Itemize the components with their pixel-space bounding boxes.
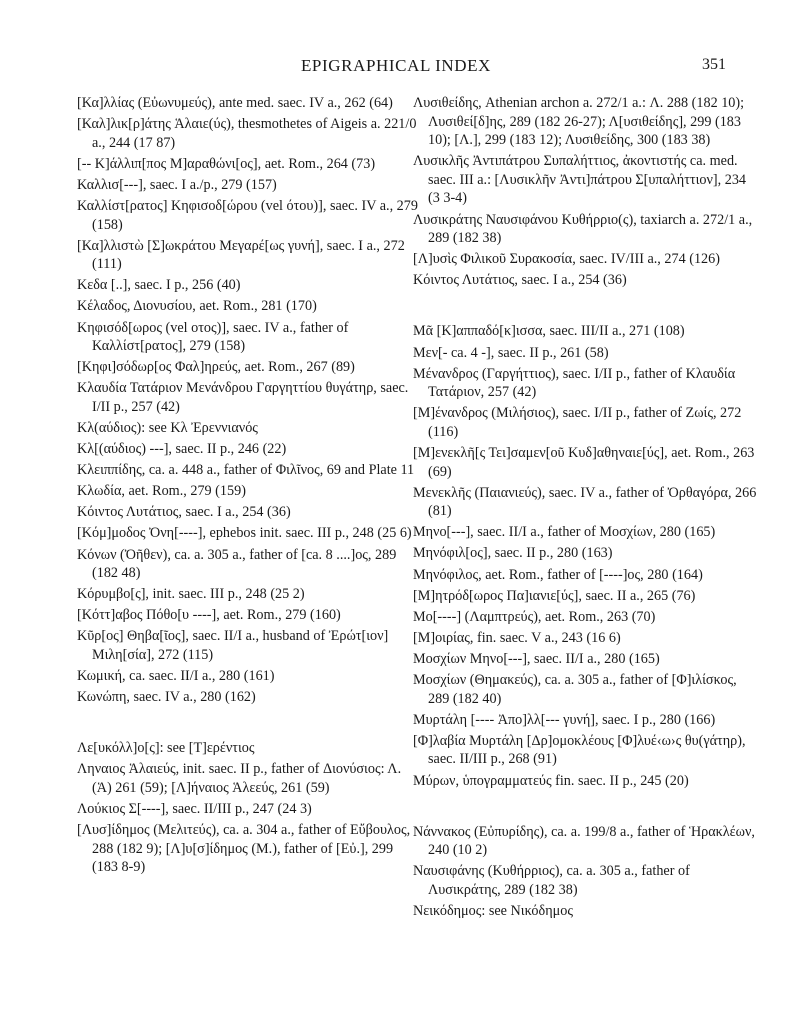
left-column [77, 94, 422, 879]
index-entry: Κέλαδος, Διονυσίου, aet. Rom., 281 (170) [77, 298, 317, 315]
index-entry: [Μ]ητρόδ[ωρος Πα]ιανιε[ύς], saec. II a., 265 (76) [413, 587, 696, 604]
index-entry: Μεν[- ca. 4 -], saec. II p., 261 (58) [413, 344, 609, 361]
index-entry: Κλ(αύδιος): see Κλ Ἐρεννιανός [77, 420, 258, 436]
index-entry: [-- Κ]άλλιπ[πος Μ]αραθώνι[ος], aet. Rom., 264 (73) [77, 155, 376, 172]
index-entry: Κηφισόδ[ωρος (vel οτος)], saec. IV a., father of Καλλίστ[ρατος], 279 (158) [77, 319, 349, 355]
index-entry: Νάννακος (Εὐπυρίδης), ca. a. 199/8 a., father of Ἡρακλέων, 240 (10 2) [413, 823, 755, 859]
index-entry: [Φ]λαβία Μυρτάλη [Δρ]ομοκλέους [Φ]λυέ‹ω›ς θυ(γάτηρ), saec. II/III p., 268 (91) [413, 732, 746, 768]
index-entry: Κλειππίδης, ca. a. 448 a., father of Φιλῖνος, 69 and Plate 11 [77, 462, 415, 479]
index-entry: Λούκιος Σ[----], saec. II/III p., 247 (24 3) [77, 801, 312, 818]
index-entry: Κόνων (Ὀῆθεν), ca. a. 305 a., father of [ca. 8 ....]ος, 289 (182 48) [77, 546, 397, 582]
index-entry: Κλωδία, aet. Rom., 279 (159) [77, 483, 246, 500]
index-entry: [Κα]λλίας (Εὐωνυμεύς), ante med. saec. IV a., 262 (64) [77, 95, 393, 111]
index-entry: Κωνώπη, saec. IV a., 280 (162) [77, 689, 256, 706]
index-entry: [Λυσ]ίδημος (Μελιτεύς), ca. a. 304 a., father of Εὔβουλος, 288 (182 9); [Λ]υ[σ]ίδημος (Μ.), father of [Εὐ.], 299 (183 8-9) [77, 822, 411, 876]
index-entry: Κόιντος Λυτάτιος, saec. I a., 254 (36) [77, 504, 291, 521]
index-entry: Κωμική, ca. saec. II/I a., 280 (161) [77, 668, 275, 685]
index-entry: [Καλ]λικ[ρ]άτης Ἁλαιε(ύς), thesmothetes of Aigeis a. 221/0 a., 244 (17 87) [77, 116, 417, 151]
index-entry: [Λ]υσὶς Φιλικοῦ Συρακοσία, saec. IV/III a., 274 (126) [413, 251, 720, 268]
index-entry: [Κα]λλιστὼ [Σ]ωκράτου Μεγαρέ[ως γυνή], saec. I a., 272 (111) [77, 237, 405, 273]
page-number: 351 [702, 56, 726, 73]
index-entry: Μο[----] (Λαμπτρεύς), aet. Rom., 263 (70) [413, 608, 656, 625]
section-gap [413, 793, 758, 823]
index-entry: Μηνόφιλος, aet. Rom., father of [----]ος, 280 (164) [413, 566, 703, 583]
index-entry: Μηνόφιλ[ος], saec. II p., 280 (163) [413, 545, 613, 562]
index-entry: Κλαυδία Τατάριον Μενάνδρου Γαργηττίου θυγάτηρ, saec. I/II p., 257 (42) [77, 380, 409, 415]
section-gap [413, 292, 758, 322]
index-entry: Λυσικράτης Ναυσιφάνου Κυθήρριο(ς), taxiarch a. 272/1 a., 289 (182 38) [413, 211, 753, 247]
index-entry: Λε[υκόλλ]ο[ς]: see [Τ]ερέντιος [77, 740, 255, 757]
section-gap [77, 709, 422, 739]
index-entry: Μενεκλῆς (Παιανιεύς), saec. IV a., father of Ὀρθαγόρα, 266 (81) [413, 484, 757, 520]
index-entry: Λυσιθείδης, Athenian archon a. 272/1 a.: Λ. 288 (182 10); Λυσιθεί[δ]ης, 289 (182 26-27); Λ[υσιθείδης], 299 (183 10); [Λ.], 299 (183 12); Λυσιθείδης, 300 (183 38) [413, 95, 745, 149]
index-entry: Κλ[(αύδιος) ---], saec. II p., 246 (22) [77, 441, 287, 458]
index-entry: Μοσχίων Μηνο[---], saec. II/I a., 280 (165) [413, 650, 660, 667]
index-entry: [Κηφι]σόδωρ[ος Φαλ]ηρεύς, aet. Rom., 267 (89) [77, 359, 355, 376]
index-entry: Μύρων, ὑπογραμματεύς fin. saec. II p., 245 (20) [413, 772, 689, 789]
index-entry: Κόρυμβο[ς], init. saec. III p., 248 (25 2) [77, 586, 305, 603]
index-entry: [Κόττ]αβος Πόθο[υ ----], aet. Rom., 279 (160) [77, 607, 341, 624]
index-entry: Καλλίστ[ρατος] Κηφισοδ[ώρου (vel ότου)], saec. IV a., 279 (158) [77, 197, 418, 233]
right-column [413, 94, 758, 923]
index-entry: Ναυσιφάνης (Κυθήρριος), ca. a. 305 a., father of Λυσικράτης, 289 (182 38) [413, 863, 690, 898]
index-entry: Λυσικλῆς Ἀντιπάτρου Συπαλήττιος, ἀκοντιστής ca. med. saec. III a.: [Λυσικλῆν Ἀντι]πάτρου Σ[υπαλήττιον], 234 (3 3-4) [413, 153, 747, 207]
index-entry: Ληναιος Ἁλαιεύς, init. saec. II p., father of Διονύσιος: Λ. (Ἁ) 261 (59); [Λ]ήναιος Ἁλεεύς, 261 (59) [77, 761, 402, 796]
index-entry: Μοσχίων (Θημακεύς), ca. a. 305 a., father of [Φ]ιλίσκος, 289 (182 40) [413, 672, 737, 707]
index-entry: Μᾶ [Κ]αππαδό[κ]ισσα, saec. III/II a., 271 (108) [413, 323, 685, 340]
index-entry: Κεδα [..], saec. I p., 256 (40) [77, 277, 241, 294]
index-entry: Καλλισ[---], saec. I a./p., 279 (157) [77, 176, 277, 193]
index-entry: [Μ]ενεκλῆ[ς Τει]σαμεν[οῦ Κυδ]αθηναιε[ύς], aet. Rom., 263 (69) [413, 445, 755, 480]
index-entry: [Μ]οιρίας, fin. saec. V a., 243 (16 6) [413, 629, 621, 646]
page-header [0, 56, 792, 80]
running-title: EPIGRAPHICAL INDEX [300, 56, 492, 75]
index-entry: Μένανδρος (Γαργήττιος), saec. I/II p., father of Κλαυδία Τατάριον, 257 (42) [413, 365, 736, 401]
index-entry: Νεικόδημος: see Νικόδημος [413, 902, 573, 919]
index-entry: Κόιντος Λυτάτιος, saec. I a., 254 (36) [413, 272, 627, 289]
index-entry: [Κόμ]μοδος Ὀνη[----], ephebos init. saec. III p., 248 (25 6) [77, 525, 412, 542]
index-entry: Κῦρ[ος] Θηβα[ῖος], saec. II/I a., husband of Ἐρώτ[ιον] Μιλη[σία], 272 (115) [77, 628, 389, 664]
index-entry: Μυρτάλη [---- Ἀπο]λλ[--- γυνή], saec. I p., 280 (166) [413, 711, 716, 728]
index-entry: Μηνο[---], saec. II/I a., father of Μοσχίων, 280 (165) [413, 524, 716, 541]
index-entry: [Μ]ένανδρος (Μιλήσιος), saec. I/II p., father of Ζωίς, 272 (116) [413, 405, 742, 440]
